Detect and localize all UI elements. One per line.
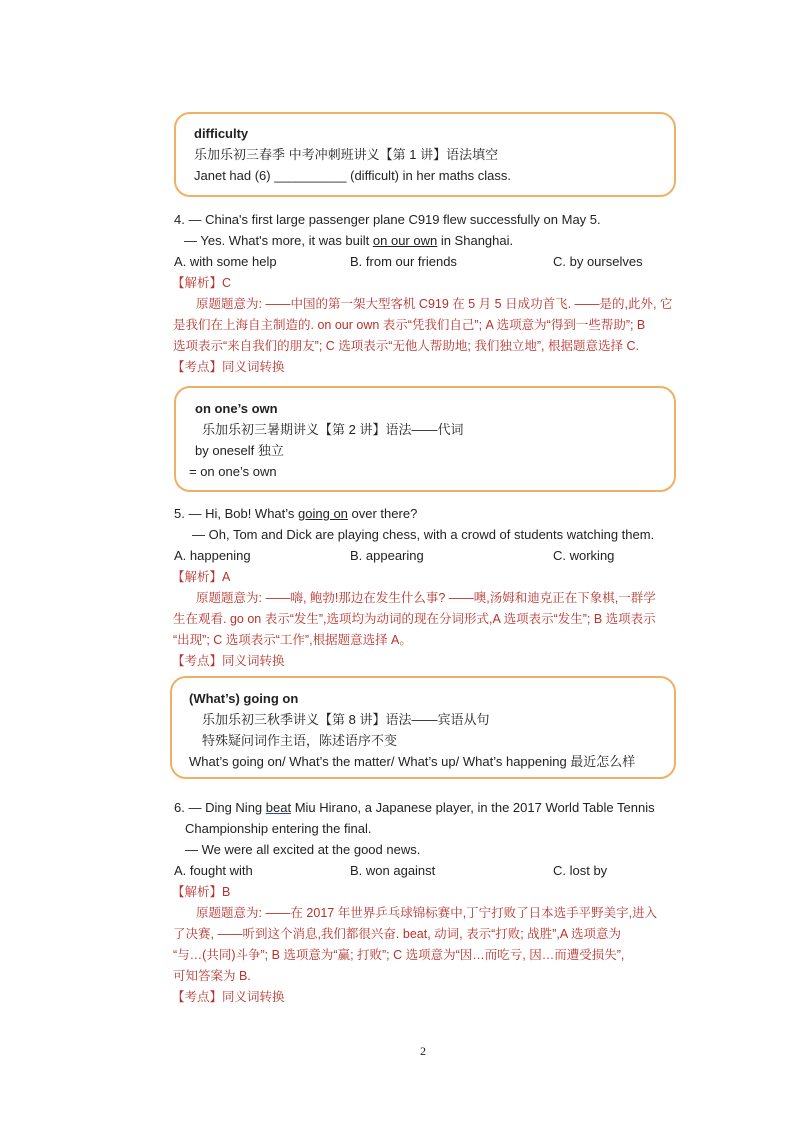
question-text: over there? <box>347 506 418 521</box>
underlined-phrase: going on <box>298 506 348 521</box>
note-box-title: difficulty <box>194 126 249 141</box>
answer-label: 【解析】A <box>172 570 231 584</box>
note-box-line: by oneself 独立 <box>195 443 284 458</box>
explanation-line: 原题题意为: ——在 2017 年世界乒乓球锦标赛中,丁宁打败了日本选手平野美宇,进入 <box>196 906 658 920</box>
option-b: B. from our friends <box>350 254 457 269</box>
question-text: Miu Hirano, a Japanese player, in the 2017 World Table Tennis <box>291 800 655 815</box>
explanation-line: 了决赛, ——听到这个消息,我们都很兴奋. beat, 动词, 表示“打败; 战胜”,A 选项意为 <box>173 927 621 941</box>
explanation-line: “与…(共同)斗争”; B 选项意为“赢; 打败”; C 选项意为“因…而吃亏, 因…而遭受损失”, <box>173 948 625 962</box>
key-point-label: 【考点】同义词转换 <box>172 990 285 1004</box>
note-box-line: = on one’s own <box>189 464 277 479</box>
note-box-line: 特殊疑问词作主语，陈述语序不变 <box>202 733 398 748</box>
note-box-title: on one’s own <box>195 401 278 416</box>
explanation-line: 原题题意为: ——嗨, 鲍勃!那边在发生什么事? ——噢,汤姆和迪克正在下象棋,一群学 <box>196 591 656 605</box>
question-text: — Yes. What's more, it was built <box>184 233 373 248</box>
explanation-line: 可知答案为 B. <box>173 969 251 983</box>
option-c: C. working <box>553 548 615 563</box>
page-number: 2 <box>420 1044 426 1058</box>
key-point-label: 【考点】同义词转换 <box>172 360 285 374</box>
question-4-line1: 4. — China's first large passenger plane C919 flew successfully on May 5. <box>174 212 601 227</box>
question-6-line2: Championship entering the final. <box>185 821 372 836</box>
question-4-line2 <box>184 233 513 249</box>
answer-label: 【解析】B <box>172 885 231 899</box>
explanation-line: 是我们在上海自主制造的. on our own 表示“凭我们自己”; A 选项意为“得到一些帮助”; B <box>173 318 646 332</box>
note-box-line: What’s going on/ What’s the matter/ What’s up/ What’s happening 最近怎么样 <box>189 754 636 769</box>
question-text: 5. — Hi, Bob! What’s <box>174 506 299 521</box>
question-6-line1 <box>174 800 655 816</box>
explanation-line: 生在观看. go on 表示“发生”,选项均为动词的现在分词形式,A 选项表示“发生”; B 选项表示 <box>173 612 656 626</box>
option-a: A. happening <box>174 548 251 563</box>
option-b: B. appearing <box>350 548 424 563</box>
note-box-line: Janet had (6) __________ (difficult) in her maths class. <box>194 168 511 183</box>
question-5-line1 <box>174 506 417 522</box>
underlined-phrase: on our own <box>372 233 438 248</box>
underlined-word: beat <box>265 800 292 815</box>
option-c: C. lost by <box>553 863 608 878</box>
option-c: C. by ourselves <box>553 254 643 269</box>
question-text: 6. — Ding Ning <box>174 800 266 815</box>
option-b: B. won against <box>350 863 436 878</box>
note-box-title: (What’s) going on <box>189 691 299 706</box>
explanation-line: “出现”; C 选项表示“工作”,根据题意选择 A。 <box>173 633 412 647</box>
question-5-line2: — Oh, Tom and Dick are playing chess, with a crowd of students watching them. <box>192 527 655 542</box>
explanation-line: 原题题意为: ——中国的第一架大型客机 C919 在 5 月 5 日成功首飞. ——是的,此外, 它 <box>196 297 673 311</box>
answer-label: 【解析】C <box>172 276 232 290</box>
key-point-label: 【考点】同义词转换 <box>172 654 285 668</box>
explanation-line: 选项表示“来自我们的朋友”; C 选项表示“无他人帮助地; 我们独立地”, 根据题意选择 C. <box>173 339 639 353</box>
note-box-line: 乐加乐初三春季 中考冲刺班讲义【第 1 讲】语法填空 <box>194 147 499 162</box>
note-box-line: 乐加乐初三秋季讲义【第 8 讲】语法——宾语从句 <box>202 712 490 727</box>
option-a: A. with some help <box>174 254 277 269</box>
question-6-line3: — We were all excited at the good news. <box>185 842 421 857</box>
note-box-line: 乐加乐初三暑期讲义【第 2 讲】语法——代词 <box>202 422 464 437</box>
question-text: in Shanghai. <box>437 233 514 248</box>
option-a: A. fought with <box>174 863 253 878</box>
